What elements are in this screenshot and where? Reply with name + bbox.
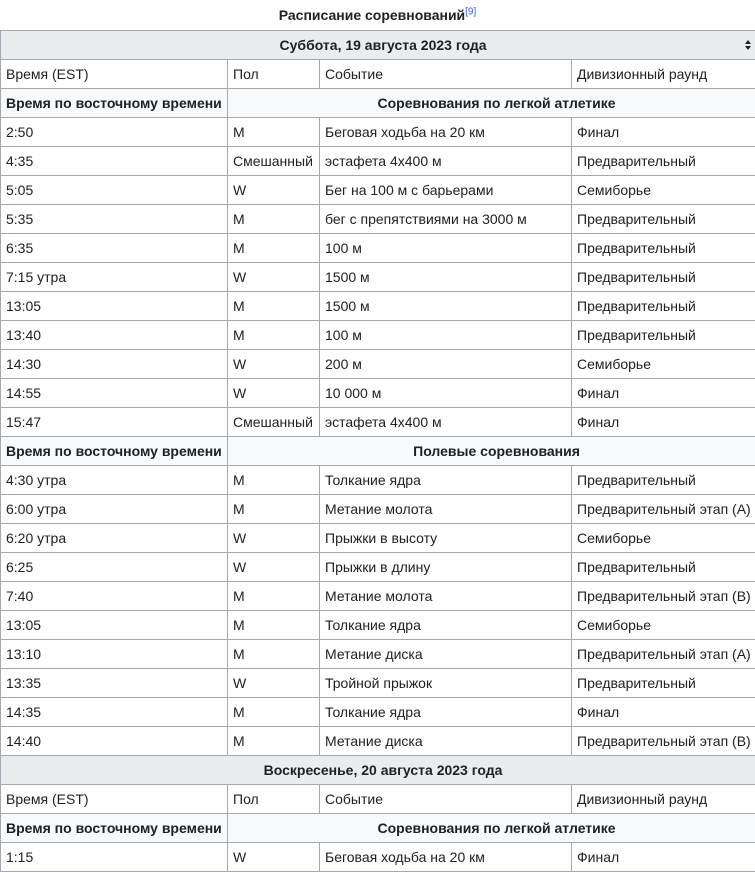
round-cell: Финал [572, 379, 755, 408]
sex-cell: M [228, 466, 320, 495]
table-row [1, 234, 755, 263]
schedule-table [0, 30, 755, 872]
event-cell: Прыжки в высоту [320, 524, 572, 553]
col-event-header: Событие [320, 60, 572, 89]
event-cell: эстафета 4х400 м [320, 147, 572, 176]
table-row [1, 350, 755, 379]
time-cell: 13:05 [1, 611, 228, 640]
day-header-row [1, 31, 755, 60]
table-row [1, 176, 755, 205]
round-cell: Семиборье [572, 350, 755, 379]
event-cell: Метание диска [320, 640, 572, 669]
sex-cell: W [228, 843, 320, 872]
time-cell: 2:50 [1, 118, 228, 147]
event-cell: 10 000 м [320, 379, 572, 408]
round-cell: Предварительный [572, 263, 755, 292]
round-cell: Предварительный [572, 553, 755, 582]
event-cell: 200 м [320, 350, 572, 379]
sort-icon[interactable] [744, 31, 752, 60]
time-cell: 6:35 [1, 234, 228, 263]
time-cell: 6:00 утра [1, 495, 228, 524]
event-cell: Метание молота [320, 582, 572, 611]
round-cell: Предварительный [572, 466, 755, 495]
round-cell: Предварительный этап (B) [572, 582, 755, 611]
table-row [1, 582, 755, 611]
day-title[interactable] [1, 756, 755, 785]
col-time-header: Время (EST) [1, 785, 228, 814]
round-cell: Семиборье [572, 176, 755, 205]
time-cell: 14:40 [1, 727, 228, 756]
table-row [1, 640, 755, 669]
round-cell: Предварительный [572, 234, 755, 263]
section-time-label: Время по восточному времени [1, 814, 228, 843]
time-cell: 14:30 [1, 350, 228, 379]
reference-link[interactable]: [9] [465, 6, 476, 17]
round-cell: Предварительный [572, 292, 755, 321]
time-cell: 13:05 [1, 292, 228, 321]
sex-cell: W [228, 379, 320, 408]
schedule-body [1, 31, 755, 872]
time-cell: 13:35 [1, 669, 228, 698]
event-cell: Метание молота [320, 495, 572, 524]
column-header-row [1, 785, 755, 814]
time-cell: 1:15 [1, 843, 228, 872]
time-cell: 13:40 [1, 321, 228, 350]
section-name: Полевые соревнования [228, 437, 755, 466]
table-row [1, 118, 755, 147]
sex-cell: M [228, 292, 320, 321]
round-cell: Семиборье [572, 524, 755, 553]
col-sex-header: Пол [228, 785, 320, 814]
table-row [1, 727, 755, 756]
round-cell: Предварительный [572, 669, 755, 698]
table-caption [0, 0, 755, 30]
table-row [1, 466, 755, 495]
time-cell: 4:35 [1, 147, 228, 176]
time-cell: 5:35 [1, 205, 228, 234]
sex-cell: M [228, 495, 320, 524]
col-round-header: Дивизионный раунд [572, 785, 755, 814]
table-row [1, 553, 755, 582]
section-name: Соревнования по легкой атлетике [228, 89, 755, 118]
sex-cell: M [228, 582, 320, 611]
section-name: Соревнования по легкой атлетике [228, 814, 755, 843]
table-row [1, 611, 755, 640]
round-cell: Предварительный этап (A) [572, 495, 755, 524]
sex-cell: M [228, 205, 320, 234]
event-cell: эстафета 4х400 м [320, 408, 572, 437]
table-row [1, 205, 755, 234]
table-row [1, 698, 755, 727]
time-cell: 15:47 [1, 408, 228, 437]
sex-cell: M [228, 727, 320, 756]
sex-cell: W [228, 669, 320, 698]
sex-cell: W [228, 263, 320, 292]
section-time-label: Время по восточному времени [1, 89, 228, 118]
table-row [1, 669, 755, 698]
section-header-row [1, 814, 755, 843]
event-cell: 100 м [320, 321, 572, 350]
round-cell: Семиборье [572, 611, 755, 640]
table-row [1, 408, 755, 437]
col-sex-header: Пол [228, 60, 320, 89]
event-cell: Беговая ходьба на 20 км [320, 843, 572, 872]
round-cell: Финал [572, 408, 755, 437]
sex-cell: M [228, 640, 320, 669]
event-cell: Тройной прыжок [320, 669, 572, 698]
col-time-header: Время (EST) [1, 60, 228, 89]
col-event-header: Событие [320, 785, 572, 814]
time-cell: 13:10 [1, 640, 228, 669]
column-header-row [1, 60, 755, 89]
event-cell: Бег на 100 м с барьерами [320, 176, 572, 205]
table-row [1, 495, 755, 524]
sex-cell: M [228, 611, 320, 640]
event-cell: Толкание ядра [320, 698, 572, 727]
table-row [1, 843, 755, 872]
time-cell: 6:20 утра [1, 524, 228, 553]
event-cell: Толкание ядра [320, 611, 572, 640]
event-cell: бег с препятствиями на 3000 м [320, 205, 572, 234]
time-cell: 7:40 [1, 582, 228, 611]
table-row [1, 147, 755, 176]
event-cell: Метание диска [320, 727, 572, 756]
time-cell: 14:55 [1, 379, 228, 408]
time-cell: 7:15 утра [1, 263, 228, 292]
event-cell: 100 м [320, 234, 572, 263]
sex-cell: M [228, 234, 320, 263]
caption-text: Расписание соревнований [279, 7, 465, 23]
section-header-row [1, 437, 755, 466]
sex-cell: W [228, 350, 320, 379]
event-cell: Прыжки в длину [320, 553, 572, 582]
table-row [1, 524, 755, 553]
round-cell: Финал [572, 118, 755, 147]
section-time-label: Время по восточному времени [1, 437, 228, 466]
sex-cell: W [228, 524, 320, 553]
col-round-header: Дивизионный раунд [572, 60, 755, 89]
table-row [1, 292, 755, 321]
sex-cell: M [228, 321, 320, 350]
round-cell: Предварительный [572, 321, 755, 350]
table-row [1, 263, 755, 292]
event-cell: Беговая ходьба на 20 км [320, 118, 572, 147]
table-row [1, 321, 755, 350]
day-title[interactable] [1, 31, 755, 60]
round-cell: Предварительный [572, 205, 755, 234]
day-title-text: Воскресенье, 20 августа 2023 года [264, 762, 503, 778]
sex-cell: M [228, 698, 320, 727]
time-cell: 14:35 [1, 698, 228, 727]
round-cell: Предварительный [572, 147, 755, 176]
event-cell: 1500 м [320, 263, 572, 292]
day-title-text: Суббота, 19 августа 2023 года [280, 37, 487, 53]
sex-cell: Смешанный [228, 408, 320, 437]
sex-cell: W [228, 176, 320, 205]
time-cell: 6:25 [1, 553, 228, 582]
round-cell: Финал [572, 698, 755, 727]
round-cell: Финал [572, 843, 755, 872]
event-cell: Толкание ядра [320, 466, 572, 495]
table-row [1, 379, 755, 408]
sex-cell: M [228, 118, 320, 147]
sex-cell: Смешанный [228, 147, 320, 176]
sex-cell: W [228, 553, 320, 582]
round-cell: Предварительный этап (A) [572, 640, 755, 669]
day-header-row [1, 756, 755, 785]
section-header-row [1, 89, 755, 118]
round-cell: Предварительный этап (B) [572, 727, 755, 756]
event-cell: 1500 м [320, 292, 572, 321]
time-cell: 4:30 утра [1, 466, 228, 495]
time-cell: 5:05 [1, 176, 228, 205]
